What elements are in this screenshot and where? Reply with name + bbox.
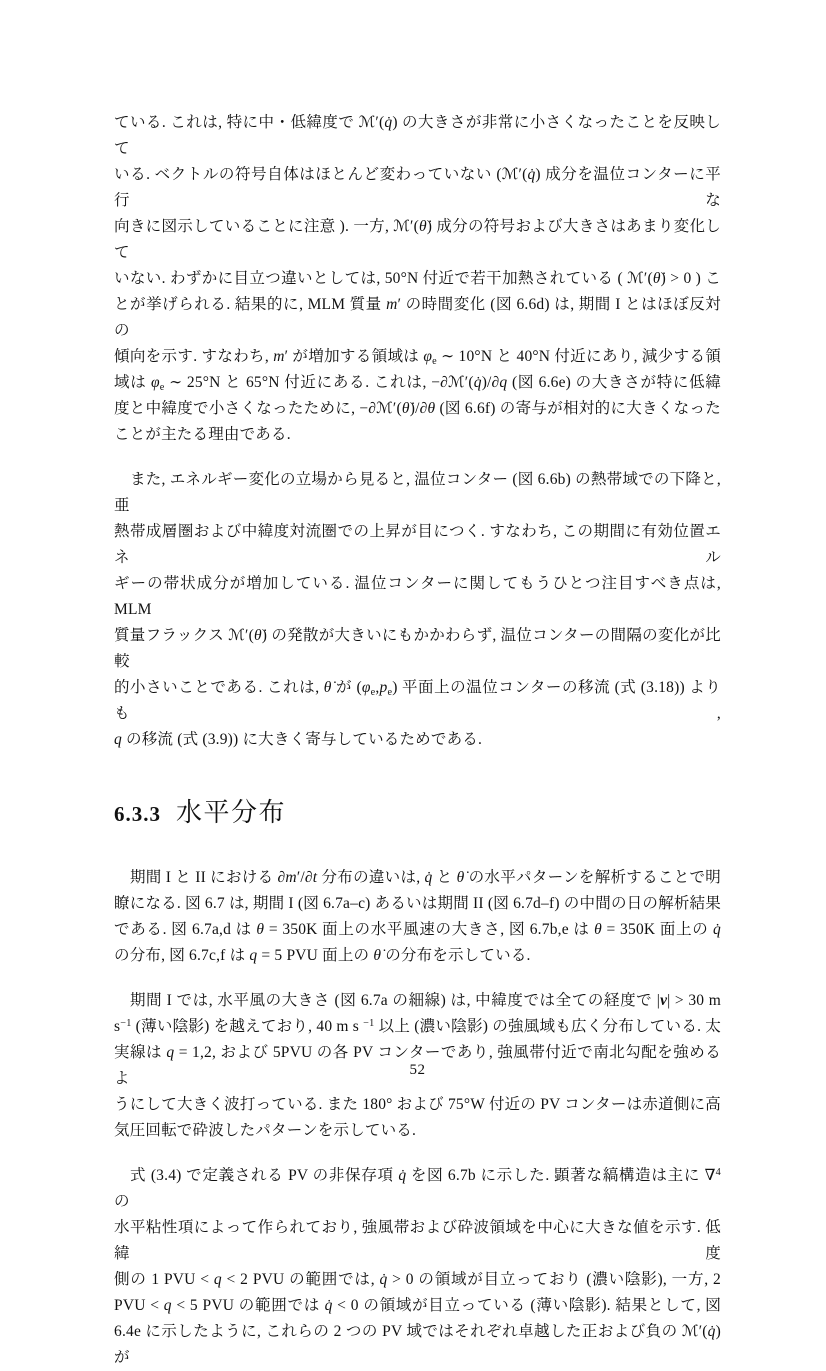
text-line: 熱帯成層圏および中緯度対流圏での上昇が目につく. すなわち, この期間に有効位置エネル xyxy=(114,523,721,566)
page-number: 52 xyxy=(409,1062,426,1078)
paragraph-2 xyxy=(114,467,721,753)
text-line: うにして大きく波打っている. また 180° および 75°W 付近の PV コンターは赤道側に高 xyxy=(114,1096,721,1113)
section-title: 水平分布 xyxy=(176,797,287,827)
text-line: ことが主たる理由である. xyxy=(114,426,291,443)
text-line: 域は $\varphi_e$ ∼ 25°N と 65°N 付近にある. これは, −∂ℳ′(q̇)/∂q (図 6.6e) の大きさが特に低緯 xyxy=(114,374,721,393)
text-line: 水平粘性項によって作られており, 強風帯および砕波領域を中心に大きな値を示す. 低緯度 xyxy=(114,1219,721,1262)
text-line: 期間 I と II における ∂m′/∂t 分布の違いは, q̇ と θ̇ の水平パターンを解析することで明 xyxy=(130,869,721,886)
text-line: PVU < q < 5 PVU の範囲では q̇ < 0 の領域が目立っている (薄い陰影). 結果として, 図 xyxy=(114,1297,722,1314)
text-line: 式 (3.4) で定義される PV の非保存項 q̇ を図 6.7b に示した. 顕著な縞構造は主に ∇$^4$ の xyxy=(114,1166,721,1210)
text-line: ている. これは, 特に中・低緯度で ℳ′(q̇) の大きさが非常に小さくなったことを反映して xyxy=(114,114,721,157)
text-line: $s^{-1}$ (薄い陰影) を越えており, 40 m s $^{-1}$ 以上 (濃い陰影) の強風域も広く分布している. 太 xyxy=(114,1017,721,1035)
text-line: 傾向を示す. すなわち, m′ が増加する領域は $\varphi_e$ ∼ 10°N と 40°N 付近にあり, 減少する領 xyxy=(114,348,721,367)
text-line: 6.4e に示したように, これらの 2 つの PV 域ではそれぞれ卓越した正および負の ℳ′(q̇) が xyxy=(114,1323,721,1366)
text-line: q の移流 (式 (3.9)) に大きく寄与しているためである. xyxy=(114,731,483,748)
text-line: また, エネルギー変化の立場から見ると, 温位コンター (図 6.6b) の熱帯域での下降と, 亜 xyxy=(114,471,721,514)
text-line: 側の 1 PVU < q < 2 PVU の範囲では, q̇ > 0 の領域が目立っており (濃い陰影), 一方, 2 xyxy=(114,1271,721,1288)
text-line: 気圧回転で砕波したパターンを示している. xyxy=(114,1122,417,1139)
paragraph-1 xyxy=(114,110,721,448)
text-line: である. 図 6.7a,d は θ = 350K 面上の水平風速の大きさ, 図 6.7b,e は θ = 350K 面上の q̇ xyxy=(114,921,721,938)
section-number: 6.3.3 xyxy=(114,802,161,826)
text-line: とが挙げられる. 結果的に, MLM 質量 m′ の時間変化 (図 6.6d) は, 期間 I とはほぼ反対の xyxy=(114,296,721,339)
text-line: いない. わずかに目立つ違いとしては, 50°N 付近で若干加熱されている ( ℳ′(θ̇) > 0 ) こ xyxy=(114,270,721,287)
text-line: 期間 I では, 水平風の大きさ (図 6.7a の細線) は, 中緯度では全ての経度で |v| > 30 m xyxy=(130,992,721,1009)
page-body xyxy=(114,110,721,1371)
paragraph-3 xyxy=(114,865,721,969)
text-line: 質量フラックス ℳ′(θ̇) の発散が大きいにもかかわらず, 温位コンターの間隔の変化が比較 xyxy=(114,627,721,670)
text-line: 実線は q = 1,2, および 5PVU の各 PV コンターであり, 強風帯付近で南北勾配を強めるよ xyxy=(114,1044,721,1087)
text-line: ギーの帯状成分が増加している. 温位コンターに関してもうひとつ注目すべき点は, MLM xyxy=(114,575,721,618)
text-line: 度と中緯度で小さくなったために, −∂ℳ′(θ̇)/∂θ (図 6.6f) の寄与が相対的に大きくなった xyxy=(114,400,721,417)
text-line: 瞭になる. 図 6.7 は, 期間 I (図 6.7a–c) あるいは期間 II (図 6.7d–f) の中間の日の解析結果 xyxy=(114,895,721,912)
paragraph-5 xyxy=(114,1163,721,1371)
text-line: の分布, 図 6.7c,f は q = 5 PVU 面上の θ̇ の分布を示している. xyxy=(114,947,531,964)
text-line: いる. ベクトルの符号自体はほとんど変わっていない (ℳ′(q̇) 成分を温位コンターに平行な xyxy=(114,166,721,209)
text-line: 的小さいことである. これは, θ̇ が $(\varphi_e,p_e)$ 平面上の温位コンターの移流 (式 (3.18)) よりも, xyxy=(114,679,721,722)
section-heading xyxy=(114,796,721,830)
text-line: 向きに図示していることに注意 ). 一方, ℳ′(θ̇) 成分の符号および大きさはあまり変化して xyxy=(114,218,721,261)
